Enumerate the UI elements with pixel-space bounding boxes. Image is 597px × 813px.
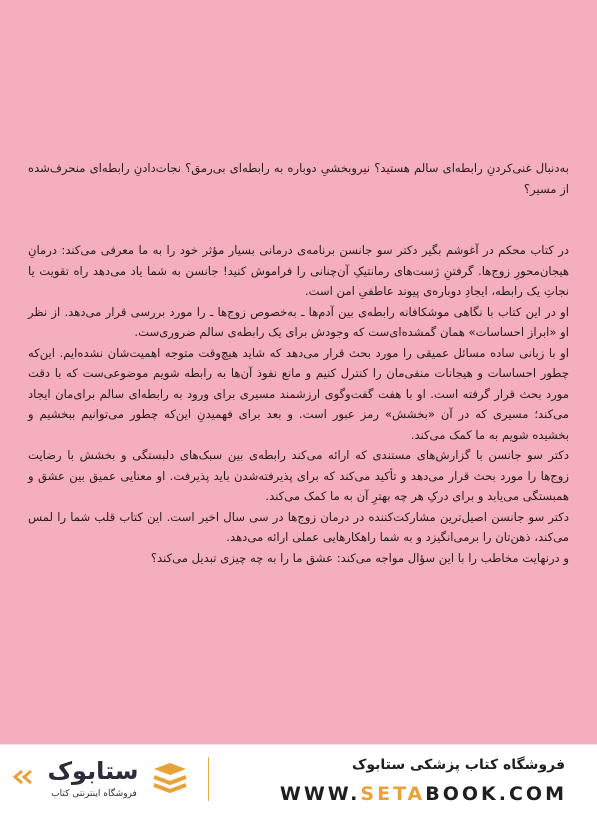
logo-wordmark: ستابوک	[47, 757, 139, 785]
url-suffix: BOOK.COM	[425, 783, 567, 805]
logo-tagline: فروشگاه اینترنتی کتاب	[51, 789, 137, 799]
intro-question: به‌دنبال غنی‌کردنِ رابطه‌ای سالم هستید؟ نیروبخشیِ دوباره به رابطه‌ای بی‌رمق؟ نجات‌دادنِ رابطه‌ای منحرف‌شده از مسیر؟	[28, 161, 569, 196]
store-name: فروشگاه کتاب پزشکی ستابوک	[352, 757, 565, 773]
store-logo[interactable]	[30, 755, 200, 807]
footer-divider	[208, 757, 209, 801]
paragraph: دکتر سو جانسن با گزارش‌های مستندی که ارائه می‌کند رابطه‌ی بین سبک‌های دلبستگی و بخشش با رضایت زوج‌ها را مورد بحث قرار می‌دهد و تأکید می‌کند که برای پذیرفته‌شدن باید پذیرفت. او معنایی عمیق بین عشق و همبستگی می‌یابد و برای درکِ هر چه بهترِ آن به ما کمک می‌کند.	[28, 448, 569, 503]
url-highlight: SETA	[360, 783, 426, 805]
paragraph: و درنهایت مخاطب را با این سؤال مواجه می‌کند: عشق ما را به چه چیزی تبدیل می‌کند؟	[150, 550, 569, 565]
paragraph: او با زبانی ساده مسائل عمیقی را مورد بحث قرار می‌دهد که شاید هیچ‌وقت متوجه اهمیت‌شان نشده‌ایم. این‌که چطور احساسات و هیجانات منفی‌مان را کنترل کنیم و مانع نفوذ آن‌ها به رابطه شویم موضوعی‌ست که با دقت مورد بحث قرار گرفته است. او با هفت گفت‌وگوی ارزشمند مسیری برای ورود به رابطه‌ای سالم برای‌مان ایجاد می‌کند؛ مسیری که در آن «بخشش» رمز عبور است. و بعد برای فهمیدنِ این‌که چطور می‌توانیم ببخشیم و بخشیده شویم به ما کمک می‌کند.	[28, 345, 569, 442]
description-text	[28, 158, 569, 568]
paragraph: در کتاب محکم در آغوشم بگیر دکتر سو جانسن برنامه‌ی درمانی بسیار مؤثر خود را به ما معرفی می‌کند: درمانِ هیجان‌محورِ زوج‌ها. گرفتنِ ژست‌های رمانتیکِ آن‌چنانی را فراموش کنید! جانسن به شما یاد می‌دهد راه تقویت یا نجاتِ یک رابطه، ایجادِ دوباره‌ی پیوند عاطفیِ امن است.	[28, 243, 569, 298]
book-stack-icon	[150, 759, 190, 799]
spacer	[28, 199, 569, 240]
paragraph: او در این کتاب با نگاهی موشکافانه رابطه‌ی بین آدم‌ها ـ به‌خصوص زوج‌ها ـ را مورد بررسی قرار می‌دهد. از نظر او «ابراز احساسات» همان گمشده‌ای‌ست که وجودش برای یک رابطه‌ی سالم ضروری‌ست.	[28, 304, 569, 339]
store-url-link[interactable]	[280, 783, 567, 805]
store-footer	[0, 744, 597, 813]
url-prefix: WWW.	[279, 783, 361, 805]
double-chevron-left-icon	[12, 769, 34, 785]
paragraph: دکتر سو جانسن اصیل‌ترین مشارکت‌کننده در درمان زوج‌ها در سی سال اخیر است. این کتاب قلب شما را لمس می‌کند، ذهن‌تان را برمی‌انگیزد و به شما راهکارهایی عملی ارائه می‌دهد.	[28, 509, 569, 544]
